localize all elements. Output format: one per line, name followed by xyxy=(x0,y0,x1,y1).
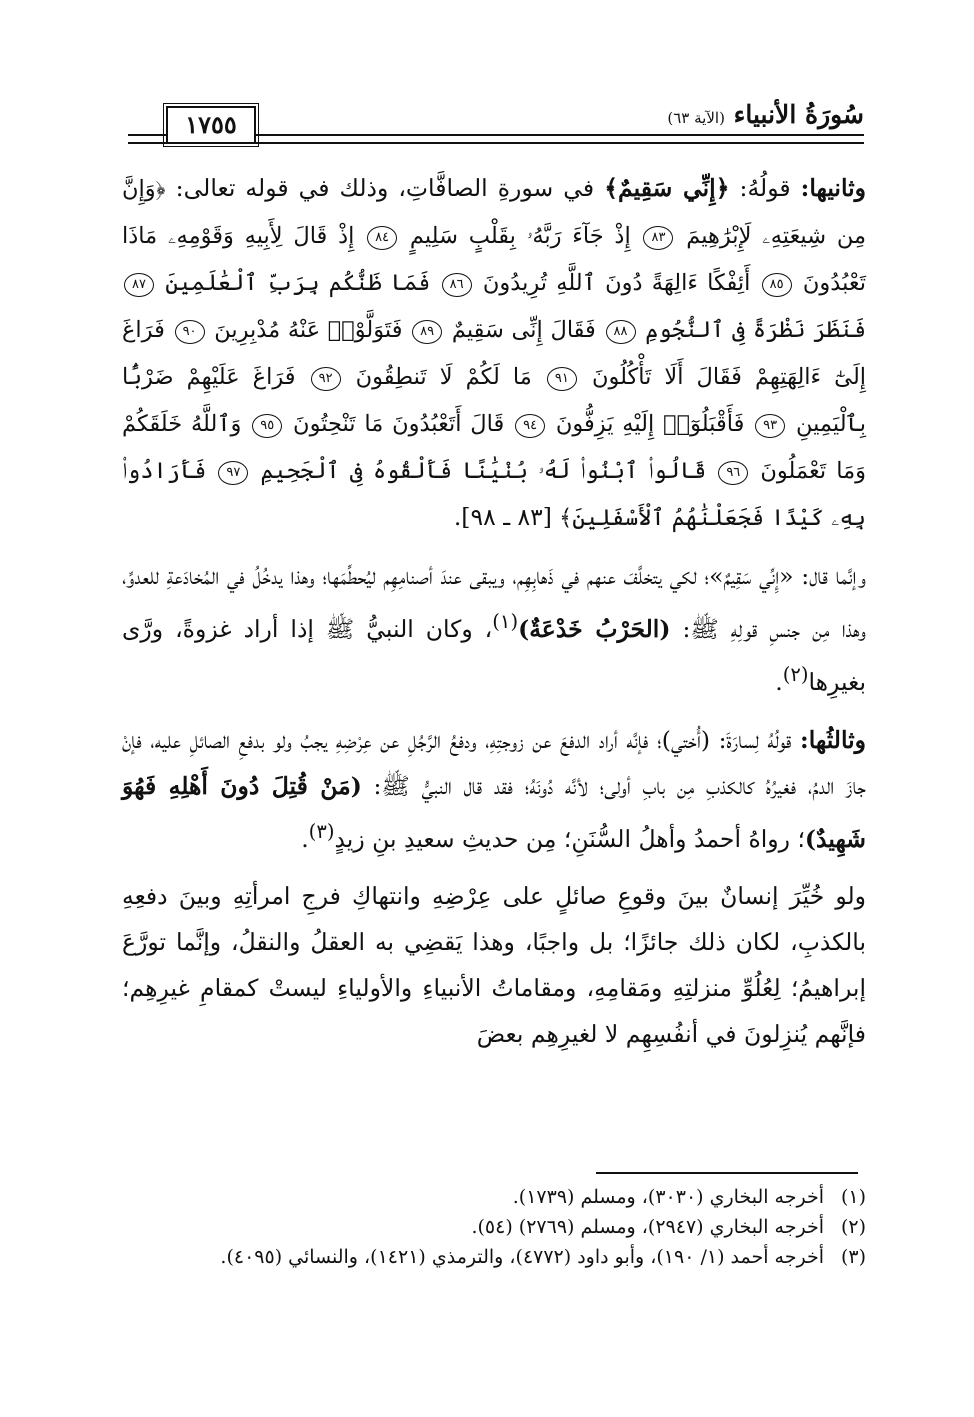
ayah-number-marker: ٩٥ xyxy=(252,414,282,438)
verse-text: فَمَا ظَنُّكُم بِرَبِّ ٱلْعَٰلَمِينَ xyxy=(165,270,431,296)
ayah-number-marker: ٩١ xyxy=(547,367,577,391)
verse-text: أَئِفْكًا ءَالِهَةً دُونَ ٱللَّهِ تُرِيدُونَ xyxy=(482,270,751,296)
footnote xyxy=(122,1242,866,1272)
verse-text: قَالُوا۟ ٱبْنُوا۟ لَهُۥ بُنْيَٰنًا فَأَلْقُوهُ فِى ٱلْجَحِيمِ xyxy=(260,458,707,484)
ayah-number-marker: ٨٦ xyxy=(442,273,472,297)
ayah-number-marker: ٨٨ xyxy=(606,320,636,344)
surah-title xyxy=(667,100,864,129)
ayah-number-marker: ٨٩ xyxy=(412,320,442,344)
paragraph-second-point: وثانيها: قولُهُ: ﴿إِنِّي سَقِيمٌ﴾ في سورةِ الصافَّاتِ، وذلك في قوله تعالى: ﴿وَإِنَّ مِن شِيعَتِهِۦ لَإِبْرَٰهِيمَ ٨٣ إِذْ جَآءَ رَبَّهُۥ بِقَلْبٍ سَلِيمٍ ٨٤ إِذْ قَالَ لِأَبِيهِ وَقَوْمِهِۦ مَاذَا تَعْبُدُونَ ٨٥ أَئِفْكًا ءَالِهَةً دُونَ ٱللَّهِ تُرِيدُونَ ٨٦ فَمَا ظَنُّكُم بِرَبِّ ٱلْعَٰلَمِينَ ٨٧ فَنَظَرَ نَظْرَةً فِى ٱلنُّجُومِ ٨٨ فَقَالَ إِنِّى سَقِيمٌ ٨٩ فَتَوَلَّوْا۟ عَنْهُ مُدْبِرِينَ ٩٠ فَرَاغَ إِلَىٰٓ ءَالِهَتِهِمْ فَقَالَ أَلَا تَأْكُلُونَ ٩١ مَا لَكُمْ لَا تَنطِقُونَ ٩٢ فَرَاغَ عَلَيْهِمْ ضَرْبًۢا بِٱلْيَمِينِ ٩٣ فَأَقْبَلُوٓا۟ إِلَيْهِ يَزِفُّونَ ٩٤ قَالَ أَتَعْبُدُونَ مَا تَنْحِتُونَ ٩٥ وَٱللَّهُ خَلَقَكُمْ وَمَا تَعْمَلُونَ ٩٦ قَالُوا۟ ٱبْنُوا۟ لَهُۥ بُنْيَٰنًا فَأَلْقُوهُ فِى ٱلْجَحِيمِ ٩٧ فَأَرَادُوا۟ بِهِۦ كَيْدًا فَجَعَلْنَٰهُمُ ٱلْأَسْفَلِينَ﴾ [٨٣ ـ ٩٨]. xyxy=(122,174,867,531)
footnote xyxy=(122,1212,866,1242)
quran-verses xyxy=(122,176,866,531)
ayah-number-marker: ٨٣ xyxy=(643,226,673,250)
ayah-number-marker: ٩٤ xyxy=(515,414,545,438)
footnote-number: (٢) xyxy=(840,1216,866,1238)
verse-text: فَرَاغَ عَلَيْهِمْ ضَرْبًۢا بِٱلْيَمِينِ xyxy=(122,364,867,437)
verse-text: فَقَالَ إِنِّى سَقِيمٌ xyxy=(451,317,596,343)
footnote-text: أخرجه البخاري (٣٠٣٠)، ومسلم (١٧٣٩). xyxy=(512,1186,824,1208)
ayah-number-marker: ٩٦ xyxy=(718,461,748,485)
quran-quote: ﴿إِنِّي سَقِيمٌ﴾ xyxy=(604,174,730,202)
paragraph-lead: وثالثُها: xyxy=(800,725,866,754)
hadith-quote: (الحَرْبُ خَدْعَةٌ) xyxy=(518,614,671,643)
footnote-text: أخرجه أحمد (١/ ١٩٠)، وأبو داود (٤٧٧٢)، والترمذي (١٤٢١)، والنسائي (٤٠٩٥). xyxy=(220,1246,824,1268)
ayah-number-marker: ٩٧ xyxy=(218,461,248,485)
ayah-note: (الآية ٦٣) xyxy=(667,109,725,127)
ayah-number-marker: ٩٢ xyxy=(311,367,341,391)
paragraph-lead: وثانيها: xyxy=(800,174,867,202)
verse-text: وَٱللَّهُ خَلَقَكُمْ وَمَا تَعْمَلُونَ xyxy=(122,411,867,484)
verse-text: فَأَرَادُوا۟ بِهِۦ كَيْدًا فَجَعَلْنَٰهُمُ ٱلْأَسْفَلِينَ﴾ xyxy=(122,458,866,531)
verse-text: فَتَوَلَّوْا۟ عَنْهُ مُدْبِرِينَ xyxy=(214,317,403,343)
verse-text: فَأَقْبَلُوٓا۟ إِلَيْهِ يَزِفُّونَ xyxy=(555,411,745,437)
verse-text: إِذْ قَالَ لِأَبِيهِ وَقَوْمِهِۦ مَاذَا تَعْبُدُونَ xyxy=(122,223,866,296)
paragraph-explanation: وإنَّما قال: «إِنِّي سَقِيمٌ»؛ لكي يتخلَّفَ عنهم في ذَهابِهِم، ويبقى عندَ أصنامِهِم ليُحطِّمَها؛ وهذا يدخُلُ في المُخادَعةِ للعدوِّ، وهذا مِن جنسِ قولِهِ ﷺ: (الحَرْبُ خَدْعَةٌ)$^{(١)}$، وكان النبيُّ ﷺ إذا أراد غزوةً، ورَّى بغيرِها$^{(٢)}$. xyxy=(122,562,866,696)
verse-text: قَالَ أَتَعْبُدُونَ مَا تَنْحِتُونَ xyxy=(293,411,505,437)
ayah-number-marker: ٨٤ xyxy=(367,226,397,250)
paragraph-conclusion: ولو خُيِّرَ إنسانٌ بينَ وقوعِ صائلٍ على عِرْضِهِ وانتهاكِ فرجِ امرأتِهِ وبينَ دفعِهِ بالكذبِ، لكان ذلك جائزًا؛ بل واجبًا، وهذا يَقضِي به العقلُ والنقلُ، وإنَّما تورَّعَ إبراهيمُ؛ لِعُلُوِّ منزلتِهِ ومَقامِهِ، ومقاماتُ الأنبياءِ والأولياءِ ليستْ كمقامِ غيرِهِم؛ فإنَّهم يُنزِلونَ في أنفُسِهِم لا لغيرِهِم بعضَ xyxy=(122,882,866,1049)
verse-text: فَنَظَرَ نَظْرَةً فِى ٱلنُّجُومِ xyxy=(645,317,867,343)
footnotes xyxy=(122,1182,866,1272)
footnote xyxy=(122,1182,866,1212)
footnote-ref[interactable]: (٣) xyxy=(308,819,335,843)
ayah-number-marker: ٩٣ xyxy=(755,414,785,438)
verse-text: إِذْ جَآءَ رَبَّهُۥ بِقَلْبٍ سَلِيمٍ xyxy=(409,223,631,249)
verse-text: فَرَاغَ إِلَىٰٓ ءَالِهَتِهِمْ فَقَالَ أَلَا تَأْكُلُونَ xyxy=(122,317,867,390)
page-header xyxy=(128,98,864,152)
surah-name: سُورَةُ الأنبياء xyxy=(733,100,864,129)
footnote-number: (٣) xyxy=(840,1246,866,1268)
hadith-quote: (مَنْ قُتِلَ دُونَ أَهْلِهِ فَهُوَ شَهِيدٌ) xyxy=(122,771,866,853)
footnote-ref[interactable]: (٢) xyxy=(782,662,809,686)
footnote-number: (١) xyxy=(840,1186,866,1208)
ayah-number-marker: ٩٠ xyxy=(175,320,205,344)
verse-reference: [٨٣ ـ ٩٨]. xyxy=(453,503,552,531)
verse-text: مَا لَكُمْ لَا تَنطِقُونَ xyxy=(355,364,532,390)
verse-text: ﴿وَإِنَّ مِن شِيعَتِهِۦ لَإِبْرَٰهِيمَ xyxy=(122,176,867,249)
footnote-text: أخرجه البخاري (٢٩٤٧)، ومسلم (٢٧٦٩) (٥٤). xyxy=(471,1216,824,1238)
page-number: ١٧٥٥ xyxy=(166,106,256,144)
ayah-number-marker: ٨٧ xyxy=(124,273,154,297)
footnote-separator xyxy=(596,1172,858,1174)
ayah-number-marker: ٨٥ xyxy=(762,273,792,297)
main-text xyxy=(122,165,866,1057)
paragraph-third-point: وثالثُها: قولُهُ لِسارَةَ: (أُختي)؛ فإنَّه أراد الدفعَ عن زوجتِهِ، ودفعُ الرَّجُلِ عن عِرْضِهِ يجبُ ولو بدفعِ الصائلِ عليه، فإنْ جازَ الدمُ، فغيرُهُ كالكذبِ مِن بابِ أولى؛ لأنَّه دُونَهُ؛ فقد قال النبيُّ ﷺ: (مَنْ قُتِلَ دُونَ أَهْلِهِ فَهُوَ شَهِيدٌ)؛ رواهُ أحمدُ وأهلُ السُّنَنِ؛ مِن حديثِ سعيدِ بنِ زيدٍ$^{(٣)}$. xyxy=(122,725,866,853)
footnote-ref[interactable]: (١) xyxy=(492,610,519,633)
